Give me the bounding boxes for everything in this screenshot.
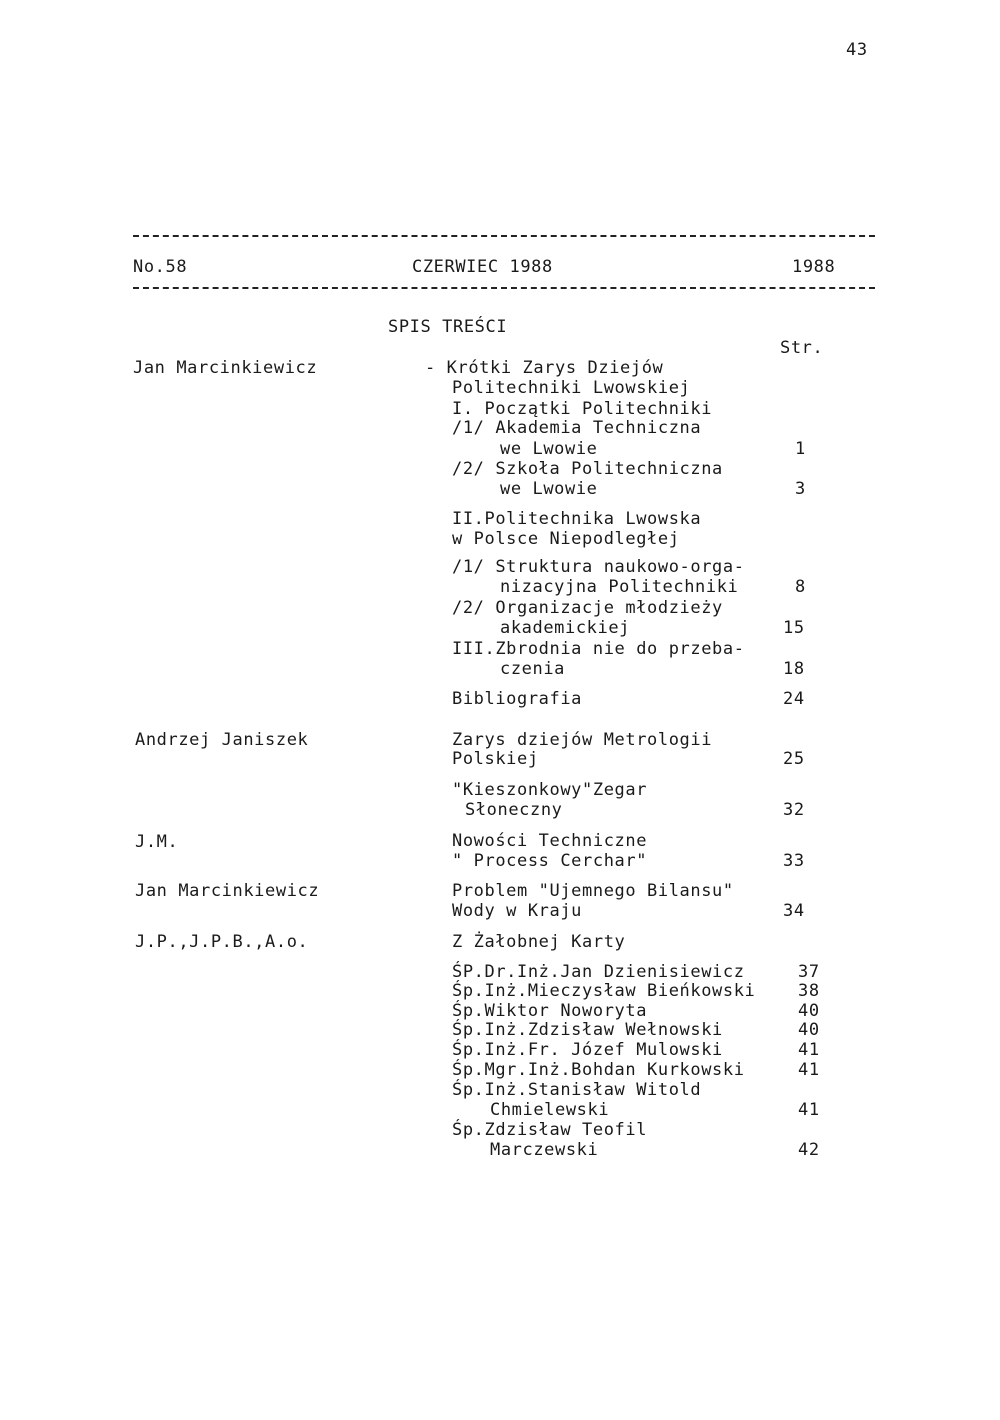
page-title: SPIS TREŚCI xyxy=(388,317,508,337)
toc-line-page: 40 xyxy=(798,1020,820,1040)
toc-line-page: 25 xyxy=(783,749,805,769)
toc-line-page: 34 xyxy=(783,901,805,921)
toc-line-text: II.Politechnika Lwowska xyxy=(452,509,702,529)
toc-line-text: - Krótki Zarys Dziejów xyxy=(425,358,664,378)
toc-line-page: 3 xyxy=(795,479,806,499)
toc-line-page: 38 xyxy=(798,981,820,1001)
toc-line-text: we Lwowie xyxy=(500,479,598,499)
toc-line-text: Bibliografia xyxy=(452,689,583,709)
author-name: Jan Marcinkiewicz xyxy=(133,358,318,378)
toc-line-page: 32 xyxy=(783,800,805,820)
toc-line-text: Politechniki Lwowskiej xyxy=(452,378,691,398)
author-name: Andrzej Janiszek xyxy=(135,730,309,750)
toc-line-text: /1/ Struktura naukowo-orga- xyxy=(452,557,745,577)
toc-line-text: Śp.Inż.Zdzisław Wełnowski xyxy=(452,1020,723,1040)
issue-month: CZERWIEC 1988 xyxy=(412,257,553,277)
author-name: J.M. xyxy=(135,832,179,852)
toc-line-text: akademickiej xyxy=(500,618,631,638)
page-column-label: Str. xyxy=(780,338,824,358)
toc-line-page: 41 xyxy=(798,1060,820,1080)
toc-line-text: czenia xyxy=(500,659,566,679)
toc-line-text: Słoneczny xyxy=(465,800,563,820)
toc-line-text: Śp.Inż.Mieczysław Bieńkowski xyxy=(452,981,756,1001)
toc-line-text: Problem "Ujemnego Bilansu" xyxy=(452,881,734,901)
toc-line-page: 42 xyxy=(798,1140,820,1160)
toc-line-text: ŚP.Dr.Inż.Jan Dzienisiewicz xyxy=(452,962,745,982)
toc-line-text: III.Zbrodnia nie do przeba- xyxy=(452,639,745,659)
toc-line-text: /2/ Szkoła Politechniczna xyxy=(452,459,723,479)
toc-line-text: /1/ Akademia Techniczna xyxy=(452,418,702,438)
page-number: 43 xyxy=(846,40,868,60)
toc-line-page: 15 xyxy=(783,618,805,638)
toc-line-text: I. Początki Politechniki xyxy=(452,399,713,419)
toc-line-text: Śp.Wiktor Noworyta xyxy=(452,1001,648,1021)
toc-line-text: nizacyjna Politechniki xyxy=(500,577,739,597)
toc-line-page: 41 xyxy=(798,1100,820,1120)
author-name: J.P.,J.P.B.,A.o. xyxy=(135,932,309,952)
toc-line-text: Nowości Techniczne xyxy=(452,831,648,851)
toc-line-text: Śp.Inż.Fr. Józef Mulowski xyxy=(452,1040,723,1060)
toc-line-page: 37 xyxy=(798,962,820,982)
toc-line-text: w Polsce Niepodległej xyxy=(452,529,680,549)
toc-line-page: 40 xyxy=(798,1001,820,1021)
toc-line-text: " Process Cerchar" xyxy=(452,851,648,871)
toc-line-text: Polskiej xyxy=(452,749,539,769)
toc-line-page: 8 xyxy=(795,577,806,597)
header-rule-top xyxy=(133,235,875,237)
toc-line-page: 18 xyxy=(783,659,805,679)
header-rule-bottom xyxy=(133,287,875,289)
toc-line-text: "Kieszonkowy"Zegar xyxy=(452,780,648,800)
toc-line-page: 41 xyxy=(798,1040,820,1060)
toc-line-text: Chmielewski xyxy=(490,1100,610,1120)
toc-line-text: Marczewski xyxy=(490,1140,599,1160)
toc-line-text: Śp.Mgr.Inż.Bohdan Kurkowski xyxy=(452,1060,745,1080)
toc-line-text: Zarys dziejów Metrologii xyxy=(452,730,713,750)
author-name: Jan Marcinkiewicz xyxy=(135,881,320,901)
toc-line-text: Śp.Inż.Stanisław Witold xyxy=(452,1080,702,1100)
toc-line-text: /2/ Organizacje młodzieży xyxy=(452,598,723,618)
toc-line-text: Śp.Zdzisław Teofil xyxy=(452,1120,648,1140)
toc-line-text: Wody w Kraju xyxy=(452,901,583,921)
toc-line-page: 1 xyxy=(795,439,806,459)
issue-number: No.58 xyxy=(133,257,188,277)
toc-line-page: 24 xyxy=(783,689,805,709)
toc-line-text: Z Żałobnej Karty xyxy=(452,932,626,952)
issue-year: 1988 xyxy=(792,257,836,277)
toc-line-text: we Lwowie xyxy=(500,439,598,459)
toc-line-page: 33 xyxy=(783,851,805,871)
